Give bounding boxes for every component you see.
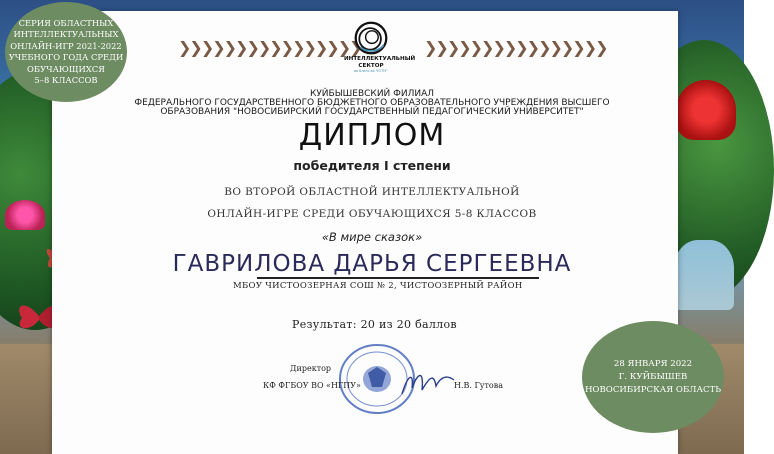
event-description-line: ВО ВТОРОЙ ОБЛАСТНОЙ ИНТЕЛЛЕКТУАЛЬНОЙ	[224, 186, 520, 198]
school-name: МБОУ ЧИСТООЗЕРНАЯ СОШ № 2, ЧИСТООЗЕРНЫЙ РАЙОН	[233, 281, 523, 291]
spiral-logo-icon	[353, 20, 389, 56]
date-location-badge	[582, 321, 724, 433]
signatory-role: Директор	[290, 364, 332, 373]
series-badge-line: ОБУЧАЮЩИХСЯ	[27, 63, 105, 74]
diploma-title: ДИПЛОМ	[298, 118, 446, 153]
logo-text: ИНТЕЛЛЕКТУАЛЬНЫЙ	[344, 56, 416, 62]
city-text: Г. КУЙБЫШЕВ	[618, 371, 688, 382]
series-badge-line: УЧЕБНОГО ГОДА СРЕДИ	[8, 52, 124, 62]
region-text: НОВОСИБИРСКАЯ ОБЛАСТЬ	[584, 384, 722, 395]
institution-line: ОБРАЗОВАНИЯ "НОВОСИБИРСКИЙ ГОСУДАРСТВЕННЫЙ ПЕДАГОГИЧЕСКИЙ УНИВЕРСИТЕТ"	[160, 107, 584, 117]
series-badge-line: СЕРИЯ ОБЛАСТНЫХ	[18, 17, 114, 28]
name-underline	[257, 277, 539, 279]
recipient-name: ГАВРИЛОВА ДАРЬЯ СЕРГЕЕВНА	[172, 251, 572, 277]
signatory-name: Н.В. Гутова	[454, 381, 504, 390]
date-text: 28 ЯНВАРЯ 2022	[613, 358, 693, 369]
series-badge-line: ИНТЕЛЛЕКТУАЛЬНЫХ	[13, 29, 119, 39]
series-badge	[5, 2, 127, 102]
logo-subtext: во благо во "КГПУ"	[354, 69, 388, 73]
chevron-ornament-left: ❯❯❯❯❯❯❯❯❯❯❯❯❯❯❯❯	[178, 38, 361, 57]
game-name: «В мире сказок»	[321, 230, 423, 244]
signature-icon	[400, 366, 456, 402]
award-degree: победителя I степени	[293, 158, 451, 173]
signatory-organization: КФ ФГБОУ ВО «НГПУ»	[263, 381, 361, 390]
series-badge-line: ОНЛАЙН-ИГР 2021-2022	[10, 40, 122, 51]
institution-line: ФЕДЕРАЛЬНОГО ГОСУДАРСТВЕННОГО БЮДЖЕТНОГО ОБРАЗОВАТЕЛЬНОГО УЧРЕЖДЕНИЯ ВЫСШЕГО	[134, 98, 610, 108]
series-badge-line: 5–8 КЛАССОВ	[34, 75, 98, 85]
intellectual-sector-logo	[344, 20, 416, 90]
institution-line: КУЙБЫШЕВСКИЙ ФИЛИАЛ	[309, 89, 435, 99]
logo-text: СЕКТОР	[358, 62, 384, 69]
result-score: Результат: 20 из 20 баллов	[292, 318, 457, 331]
event-description-line: ОНЛАЙН-ИГРЕ СРЕДИ ОБУЧАЮЩИХСЯ 5-8 КЛАССОВ	[207, 208, 537, 220]
chevron-ornament-right: ❯❯❯❯❯❯❯❯❯❯❯❯❯❯❯❯	[424, 38, 607, 57]
